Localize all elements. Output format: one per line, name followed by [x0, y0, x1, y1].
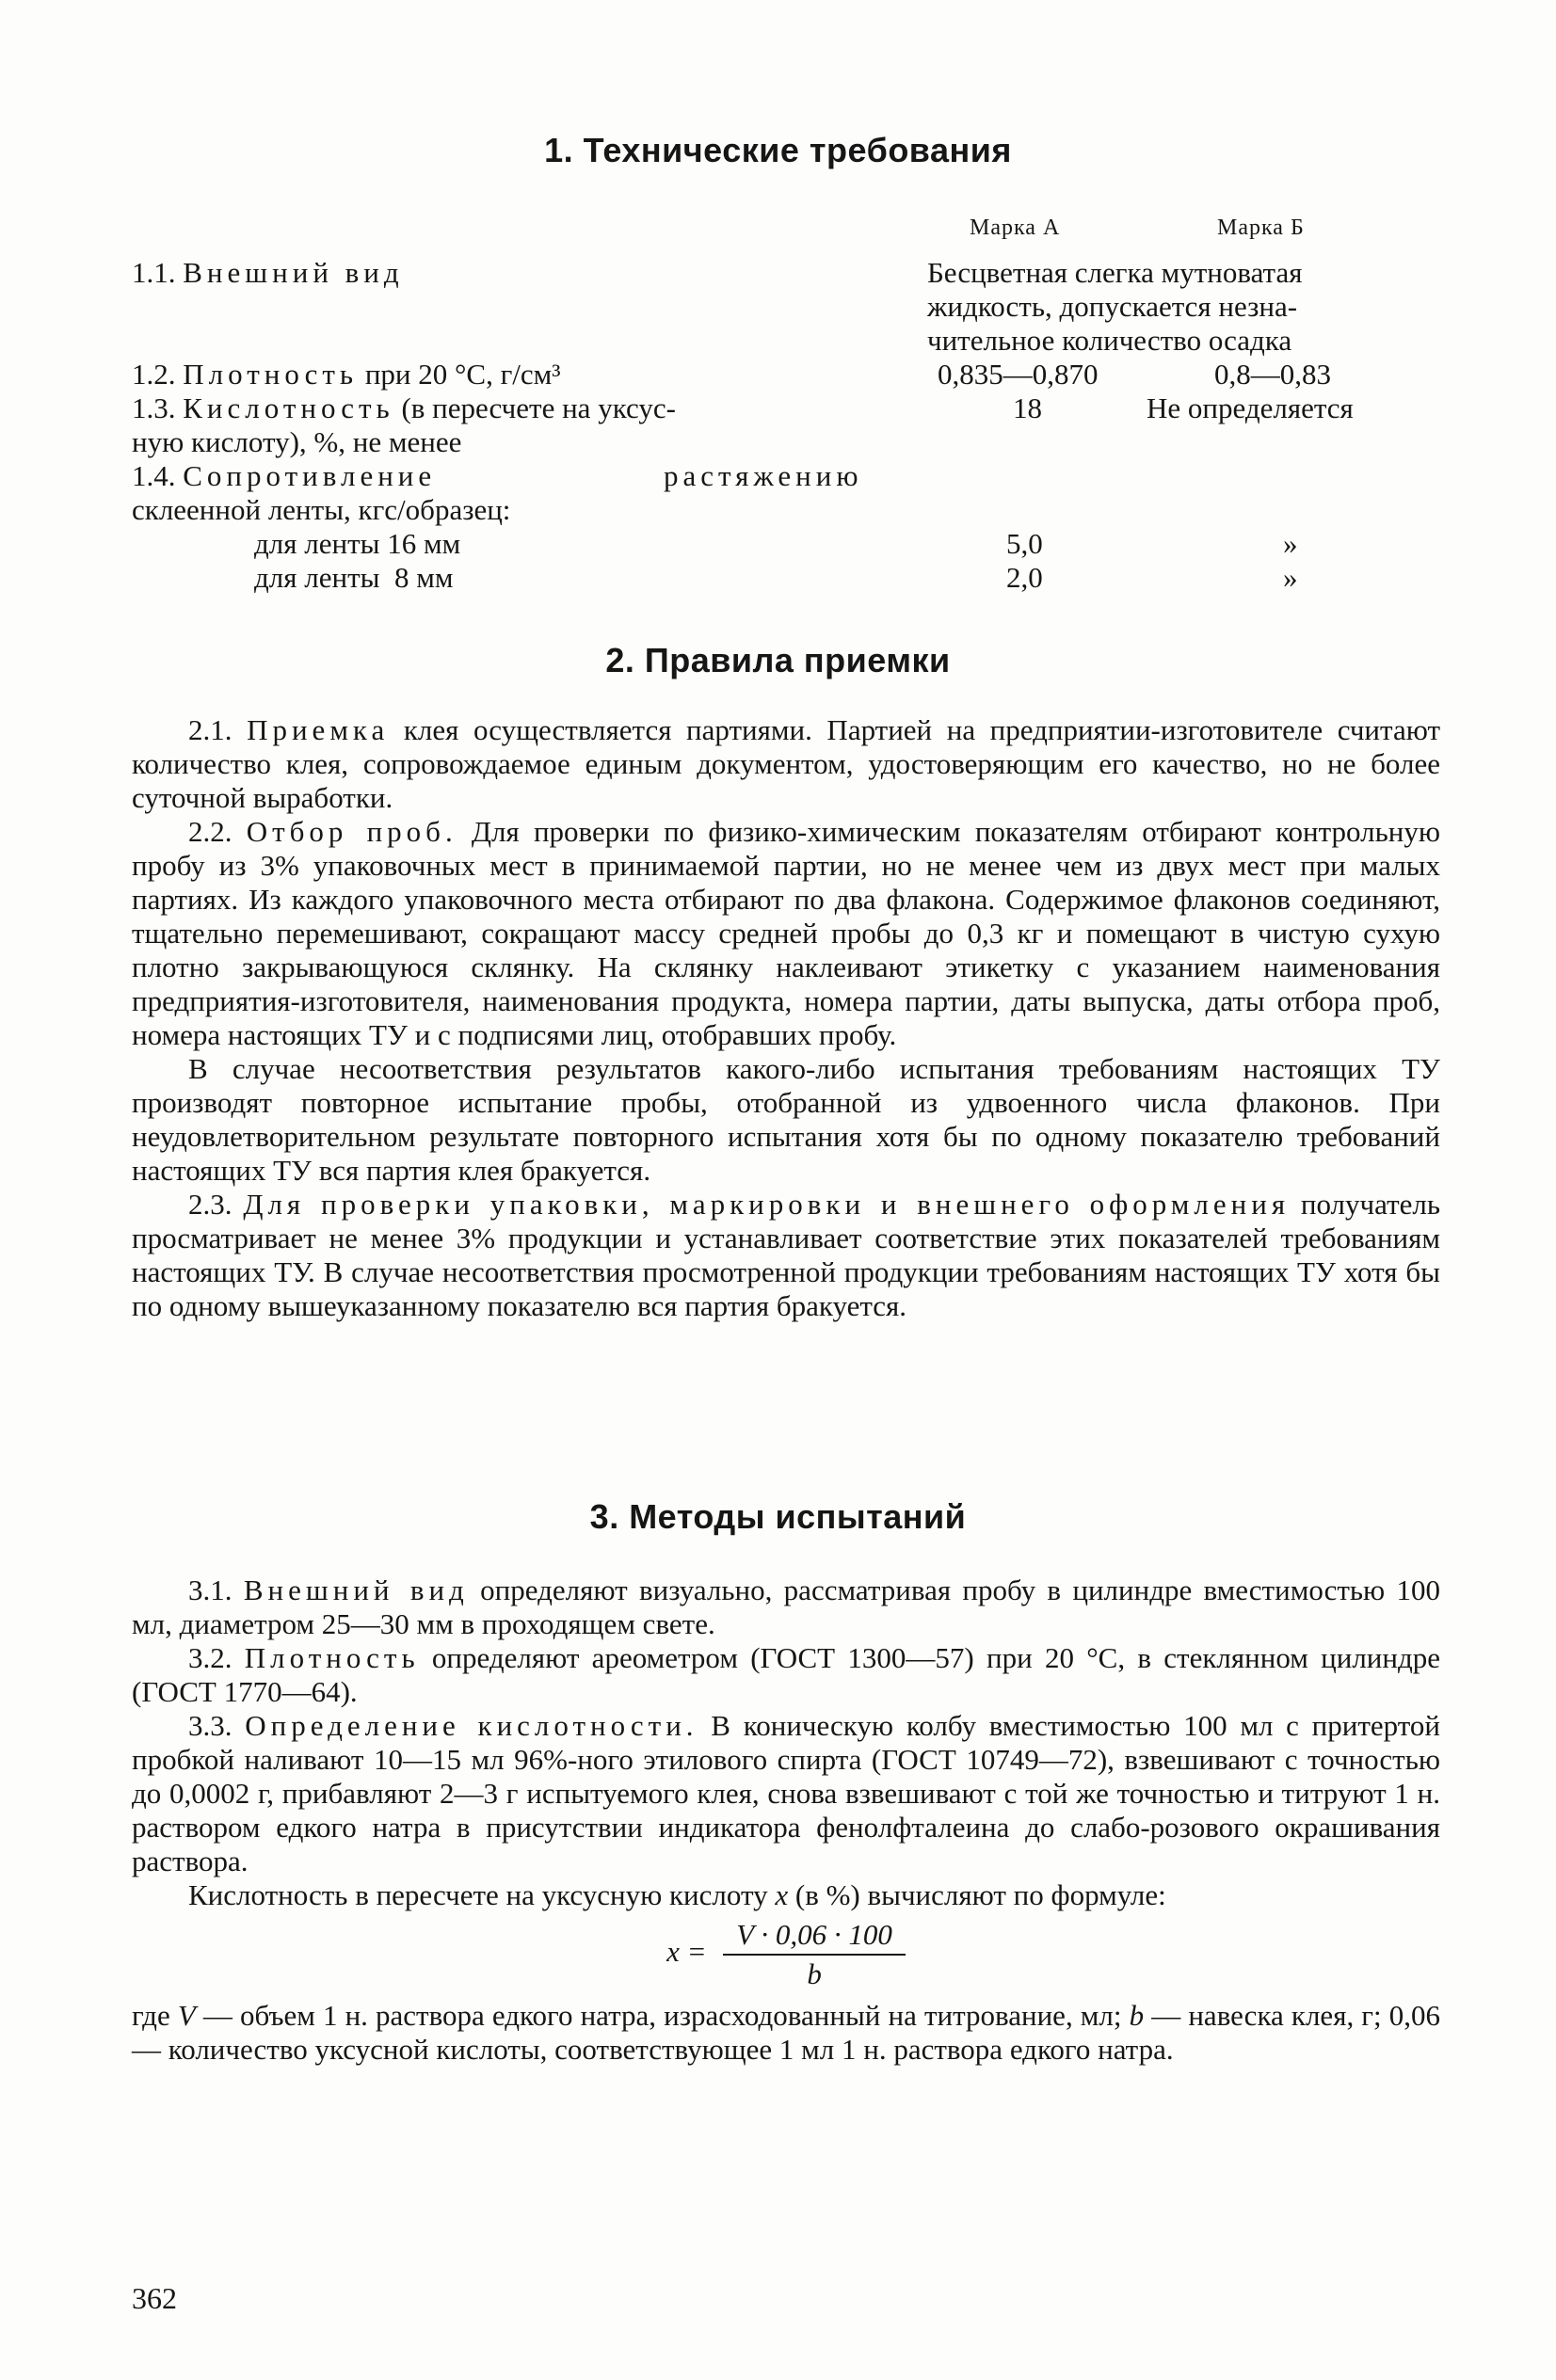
tensile-sub-16mm: для ленты 16 мм: [254, 527, 461, 560]
section-title-technical-requirements: 1. Технические требования: [544, 131, 1012, 169]
paragraph-body: — объем 1 н. раствора едкого натра, израсходованный на титрование, мл;: [195, 1999, 1130, 2032]
tensile-16mm-grade-a: 5,0: [1006, 527, 1043, 560]
paragraph-term: Для проверки упаковки, маркировки и внешнего оформления: [243, 1188, 1291, 1221]
row-number: 1.1.: [132, 256, 176, 289]
paragraph-body: определяют визуально, рассматривая пробу в цилиндре вместимостью 100 мл, диаметром 25—30 мм в проходящем свете.: [132, 1573, 1441, 1640]
section-title-acceptance-rules: 2. Правила приемки: [605, 641, 951, 679]
row-number: 1.2.: [132, 358, 176, 391]
paragraph-number: 3.2.: [188, 1641, 233, 1674]
column-header-grade-a: Марка А: [970, 216, 1061, 240]
paragraph-number: 2.2.: [188, 815, 233, 848]
column-header-grade-b: Марка Б: [1217, 216, 1305, 240]
paragraph-2-1: [132, 713, 1440, 815]
formula-denominator: b: [807, 1957, 822, 1990]
row-acidity: [132, 391, 676, 425]
appearance-value-line1: Бесцветная слегка мутноватая: [927, 256, 1303, 289]
paragraph-2-3: [132, 1188, 1440, 1323]
paragraph-body: В коническую колбу вместимостью 100 мл с притертой пробкой наливают 10—15 мл 96%-ного этилового спирта (ГОСТ 10749—72), взвешивают с точностью до 0,0002 г, прибавляют 2—3 г испытуемого клея, снова взвешивают с той же точностью и титруют 1 н. раствором едкого натра в присутствии индикатора фенолфталеина до слабо-розового окрашивания раствора.: [132, 1709, 1440, 1877]
row-term-rest: (в пересчете на уксус-: [401, 391, 676, 424]
acidity-grade-a: 18: [1013, 391, 1042, 424]
formula-numerator: V · 0,06 · 100: [723, 1918, 906, 1956]
row-term-rest: при 20 °С, г/см³: [364, 358, 561, 391]
paragraph-body: Кислотность в пересчете на уксусную кислоту: [188, 1878, 776, 1911]
row-term: Кислотность: [183, 391, 394, 424]
page-number: 362: [132, 2281, 177, 2315]
row-tensile-strength: [132, 459, 436, 493]
appearance-value-line2: жидкость, допускается незна-: [927, 290, 1298, 323]
variable-v: V: [177, 1999, 196, 2032]
paragraph-body: получатель просматривает не менее 3% продукции и устанавливает соответствие этих показателей требованиям настоящих ТУ. В случае несоответствия просмотренной продукции требованиям настоящих ТУ хотя бы по одному вышеуказанному показателю вся партия бракуется.: [132, 1188, 1440, 1322]
tensile-line2: склеенной ленты, кгс/образец:: [132, 493, 511, 526]
paragraph-number: 2.3.: [188, 1188, 233, 1221]
variable-b: b: [1129, 1999, 1145, 2032]
acceptance-text: [132, 713, 1440, 1323]
paragraph-term: Отбор проб.: [246, 815, 457, 848]
acidity-line2: ную кислоту), %, не менее: [132, 425, 462, 458]
row-term-rest: растяжению: [664, 459, 863, 492]
paragraph-body: где: [132, 1999, 178, 2032]
paragraph-body: определяют ареометром (ГОСТ 1300—57) при 20 °С, в стеклянном цилиндре (ГОСТ 1770—64).: [132, 1641, 1441, 1708]
paragraph-2-2-continued: В случае несоответствия результатов какого-либо испытания требованиям настоящих ТУ производят повторное испытание пробы, отобранной из удвоенного числа флаконов. При неудовлетворительном результате повторного испытания хотя бы по одному показателю требований настоящих ТУ вся партия клея бракуется.: [132, 1052, 1440, 1187]
acidity-grade-b: Не определяется: [1147, 391, 1354, 424]
tensile-sub-8mm: для ленты 8 мм: [254, 561, 454, 594]
paragraph-body: Для проверки по физико-химическим показателям отбирают контрольную пробу из 3% упаковочных мест в принимаемой партии, но не менее чем из двух мест при малых партиях. Из каждого упаковочного места отбирают по два флакона. Содержимое флаконов соединяют, тщательно перемешивают, сокращают массу средней пробы до 0,3 кг и помещают в чистую сухую плотно закрывающуюся склянку. На склянку наклеивают этикетку с указанием наименования предприятия-изготовителя, наименования продукта, номера партии, даты выпуска, даты отбора проб, номера настоящих ТУ и с подписями лиц, отобравших пробу.: [132, 815, 1440, 1051]
paragraph-3-1: [132, 1573, 1440, 1641]
formula-fraction: [723, 1918, 906, 1991]
section-title-test-methods: 3. Методы испытаний: [589, 1497, 967, 1536]
formula-lhs: x =: [666, 1935, 707, 1969]
row-appearance: [132, 256, 404, 290]
tensile-16mm-grade-b: »: [1283, 527, 1298, 560]
paragraph-term: Плотность: [244, 1641, 420, 1674]
paragraph-body: клея осуществляется партиями. Партией на предприятии-изготовителе считают количество клея, сопровождаемое единым документом, удостоверяющим его качество, но не более суточной выработки.: [132, 713, 1440, 814]
paragraph-number: 2.1.: [188, 713, 233, 746]
paragraph-term: Внешний вид: [243, 1573, 469, 1606]
tensile-8mm-grade-b: »: [1283, 561, 1298, 594]
density-grade-b: 0,8—0,83: [1214, 358, 1331, 391]
density-grade-a: 0,835—0,870: [938, 358, 1099, 391]
paragraph-2-2: [132, 815, 1440, 1052]
tensile-8mm-grade-a: 2,0: [1006, 561, 1043, 594]
row-term: Внешний вид: [183, 256, 404, 289]
paragraph-3-3: [132, 1709, 1440, 1878]
appearance-value-line3: чительное количество осадка: [927, 324, 1292, 357]
row-term: Сопротивление: [183, 459, 437, 492]
row-number: 1.3.: [132, 391, 176, 424]
methods-text: [132, 1573, 1440, 2067]
paragraph-formula-intro: [132, 1878, 1440, 1912]
formula: [132, 1918, 1440, 1991]
row-density: [132, 358, 561, 391]
row-term: Плотность: [183, 358, 359, 391]
row-number: 1.4.: [132, 459, 176, 492]
paragraph-term: Определение кислотности.: [245, 1709, 698, 1742]
paragraph-body: (в %) вычисляют по формуле:: [788, 1878, 1166, 1911]
paragraph-3-2: [132, 1641, 1440, 1709]
paragraph-body: — навеска клея, г; 0,06 — количество уксусной кислоты, соответствующее 1 мл 1 н. раствора едкого натра.: [132, 1999, 1440, 2066]
paragraph-number: 3.1.: [188, 1573, 233, 1606]
paragraph-number: 3.3.: [188, 1709, 233, 1742]
variable-x: x: [775, 1878, 789, 1911]
paragraph-formula-legend: [132, 1999, 1440, 2067]
paragraph-term: Приемка: [247, 713, 390, 746]
